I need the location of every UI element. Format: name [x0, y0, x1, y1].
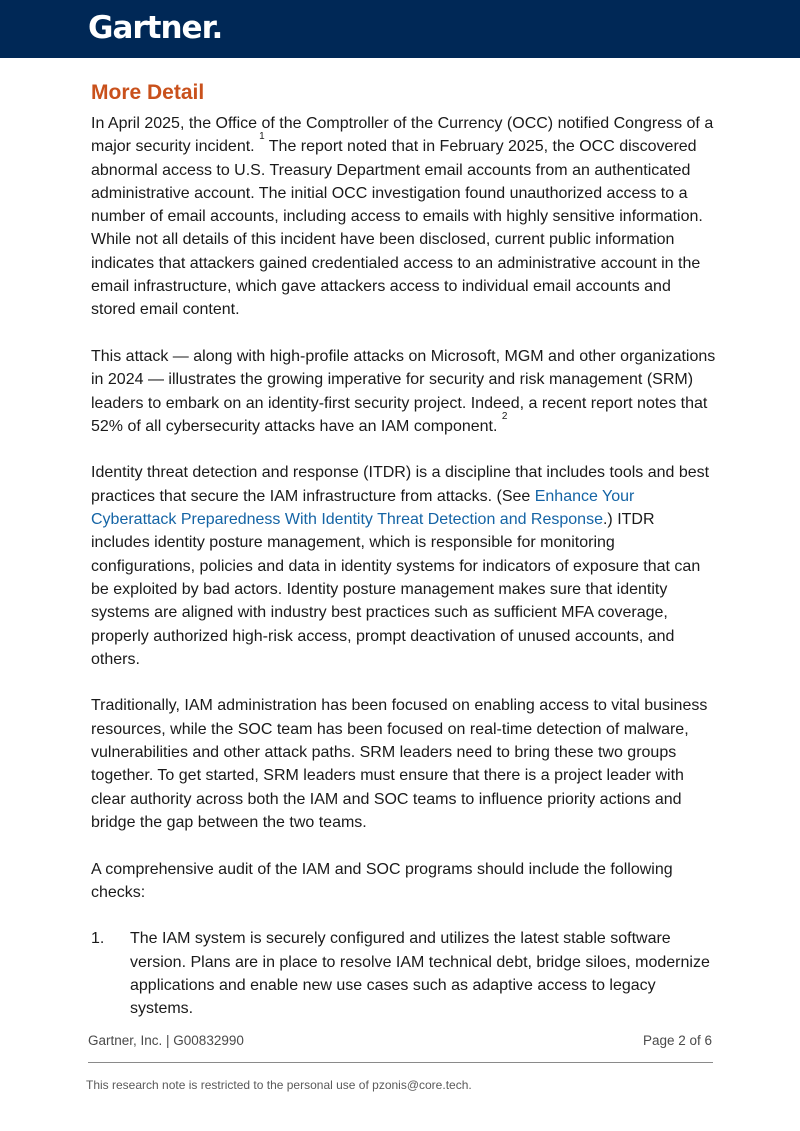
usage-notice: This research note is restricted to the personal use of pzonis@core.tech.	[86, 1078, 472, 1092]
paragraph-3-start: Identity threat detection and response (ITDR) is a discipline that includes tools and best practices that secure the IAM infrastructure from attacks. (See	[91, 464, 710, 505]
paragraph-3	[91, 461, 716, 671]
paragraph-1-rest: The report noted that in February 2025, the OCC discovered abnormal access to U.S. Treasury Department email accounts from an authenticated administrative account. The initial OCC investigation found unauthorized access to a number of email accounts, including access to emails with highly sensitive information. While not all details of this incident have been disclosed, current public information indicates that attackers gained credentialed access to an administrative account in the email infrastructure, which gave attackers access to individual email accounts and stored email content.	[91, 138, 703, 319]
paragraph-1-start: In April 2025, the Office of the Comptroller of the Currency (OCC) notified Congress of a major security incident.	[91, 115, 714, 156]
paragraph-2-text: This attack — along with high-profile attacks on Microsoft, MGM and other organizations in 2024 — illustrates the growing imperative for security and risk management (SRM) leaders to embark on an identity-first security project. Indeed, a recent report notes that 52% of all cybersecurity attacks have an IAM component.	[91, 347, 716, 435]
paragraph-5: A comprehensive audit of the IAM and SOC programs should include the following checks:	[91, 860, 673, 901]
main-content	[91, 78, 716, 1021]
logo-text: Gartner	[88, 10, 212, 46]
paragraph-4: Traditionally, IAM administration has been focused on enabling access to vital business resources, while the SOC team has been focused on real-time detection of malware, vulnerabilities and other attack paths. SRM leaders need to bring these two groups together. To get started, SRM leaders must ensure that there is a project leader with clear authority across both the IAM and SOC teams to influence priority actions and bridge the gap between the two teams.	[91, 697, 708, 831]
list-item	[91, 927, 716, 1020]
checks-list	[91, 927, 716, 1020]
footnote-ref-1[interactable]: 1	[259, 131, 265, 143]
research-link[interactable]: Enhance Your Cyberattack Preparedness With Identity Threat Detection and Response	[91, 487, 635, 529]
logo-mark: .	[211, 10, 223, 46]
footer-page-number: Page 2 of 6	[642, 1033, 712, 1048]
section-title: More Detail	[91, 81, 205, 104]
footer-doc-id: Gartner, Inc. | G00832990	[88, 1033, 244, 1048]
footer-divider	[88, 1062, 713, 1063]
gartner-logo	[88, 8, 222, 48]
list-item-text: The IAM system is securely configured and utilizes the latest stable software version. Plans are in place to resolve IAM technical debt, bridge siloes, modernize applications and enable new use cases such as adaptive access to legacy systems.	[130, 930, 710, 1018]
list-item-number: 1.	[91, 930, 105, 948]
footnote-ref-2[interactable]: 2	[501, 410, 508, 422]
paragraph-3-rest: .) ITDR includes identity posture management, which is responsible for monitoring configurations, policies and data in identity systems for indicators of exposure that can be exploited by bad actors. Identity posture management makes sure that identity systems are aligned with industry best practices such as sufficient MFA coverage, properly authorized high-risk access, prompt deactivation of unused accounts, and others.	[91, 511, 701, 668]
paragraph-2	[91, 345, 716, 438]
paragraph-1	[91, 112, 716, 322]
header-bar	[0, 0, 800, 58]
